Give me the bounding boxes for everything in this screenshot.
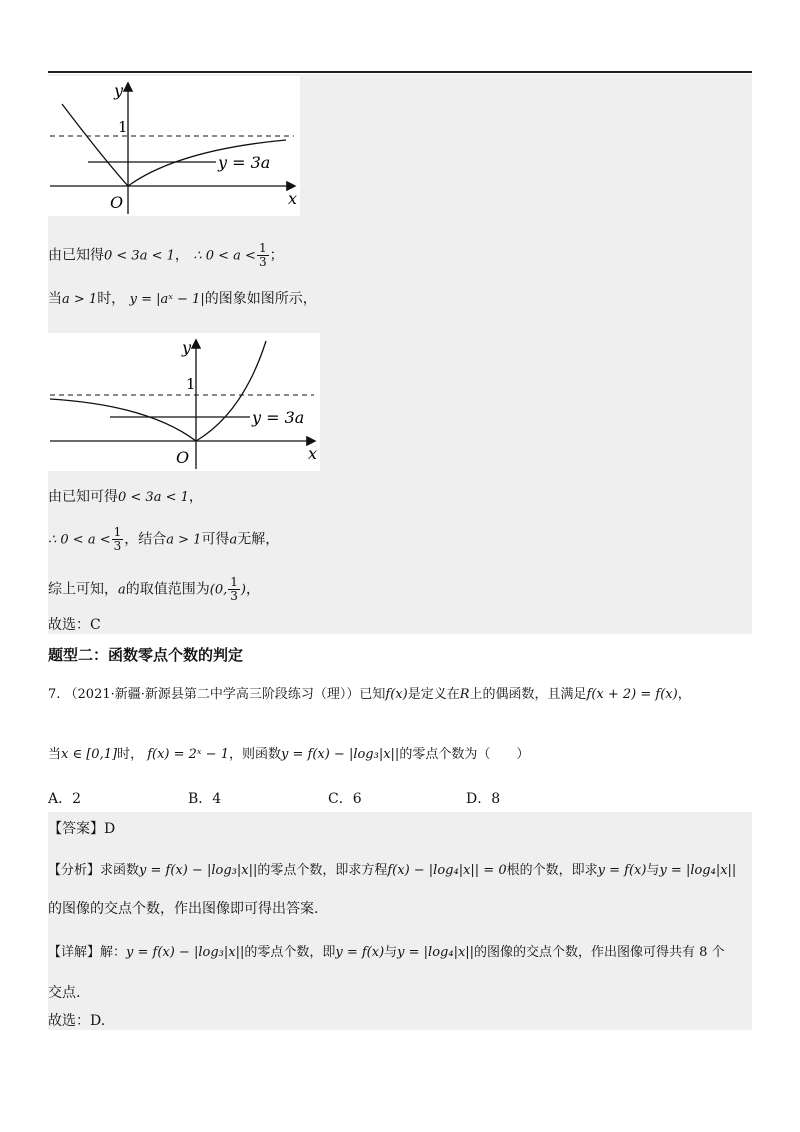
sol-line-3 bbox=[48, 488, 203, 507]
sol-line-1 bbox=[48, 242, 284, 269]
denominator: 3 bbox=[258, 255, 267, 269]
math-function: y = f(x) − |log₃|x|| bbox=[126, 945, 245, 960]
text: 由已知可得 bbox=[48, 489, 118, 505]
q7-line-2 bbox=[48, 746, 529, 764]
line-label: y = 3a bbox=[252, 408, 305, 427]
math-condition: a > 1 bbox=[62, 292, 98, 307]
origin-label: O bbox=[176, 448, 190, 467]
sol-line-2 bbox=[48, 290, 317, 309]
q7-option-b: B．4 bbox=[188, 791, 222, 807]
graph-2-svg bbox=[48, 333, 320, 471]
text: 与 bbox=[646, 863, 660, 878]
x-label: x bbox=[288, 189, 298, 208]
section-title: 题型二：函数零点个数的判定 bbox=[48, 646, 244, 664]
math-equation: f(x) = 2ˣ − 1 bbox=[147, 747, 229, 762]
q7-option-c: C．6 bbox=[328, 791, 362, 807]
curve bbox=[50, 341, 266, 441]
math-function: y = f(x) bbox=[335, 945, 385, 960]
one-label: 1 bbox=[186, 375, 196, 393]
numerator: 1 bbox=[258, 241, 267, 255]
math-set: R bbox=[459, 687, 470, 702]
denominator: 3 bbox=[113, 539, 122, 553]
text: 上的偶函数，且满足 bbox=[469, 687, 587, 702]
text: 时， bbox=[117, 747, 144, 762]
q7-line-1 bbox=[48, 686, 691, 704]
text: 综上可知， bbox=[48, 581, 118, 598]
text: ， bbox=[174, 247, 189, 264]
math-condition: a > 1 bbox=[166, 532, 202, 548]
analysis-line-1 bbox=[48, 862, 736, 880]
analysis-label: 【分析】求函数 bbox=[48, 863, 140, 878]
math-function: y = f(x) − |log₃|x|| bbox=[139, 863, 258, 878]
fraction bbox=[228, 576, 240, 603]
text: 与 bbox=[384, 945, 398, 960]
detail-line-3: 故选：D. bbox=[48, 1013, 106, 1029]
math-inequality: ∴ 0 < a < bbox=[193, 248, 256, 264]
curve bbox=[62, 104, 286, 186]
top-rule bbox=[48, 71, 752, 73]
text: ，结合 bbox=[124, 531, 167, 548]
q7-option-a: A．2 bbox=[48, 791, 82, 807]
y-label: y bbox=[114, 81, 124, 100]
text: 的零点个数为（ ） bbox=[399, 747, 530, 762]
analysis-line-2: 的图像的交点个数，作出图像即可得出答案. bbox=[48, 901, 319, 917]
text: 由已知得 bbox=[48, 247, 104, 264]
math-variable: a bbox=[229, 532, 238, 548]
text: ； bbox=[269, 247, 284, 264]
x-label: x bbox=[308, 444, 318, 463]
detail-label: 【详解】解： bbox=[48, 945, 127, 960]
math-interval: ) bbox=[240, 582, 246, 598]
math-inequality: 0 < 3a < 1 bbox=[118, 490, 189, 505]
sol-line-4 bbox=[48, 526, 279, 553]
q7-option-d: D．8 bbox=[466, 791, 501, 807]
text: 无解， bbox=[237, 531, 280, 548]
text: 当 bbox=[48, 291, 62, 307]
graph-1-svg bbox=[48, 76, 300, 216]
text: ， bbox=[245, 581, 260, 598]
text: 当 bbox=[48, 747, 62, 762]
graph-figure-2 bbox=[48, 333, 320, 471]
sol-line-5 bbox=[48, 576, 260, 603]
text: 是定义在 bbox=[407, 687, 460, 702]
text: 的取值范围为 bbox=[125, 581, 210, 598]
text: 的零点个数，即求方程 bbox=[257, 863, 388, 878]
text: ，则函数 bbox=[228, 747, 281, 762]
text: 的零点个数，即 bbox=[244, 945, 336, 960]
line-label: y = 3a bbox=[218, 153, 271, 172]
answer: 【答案】D bbox=[48, 821, 116, 837]
text: 的图象如图所示， bbox=[204, 291, 317, 307]
question-source: 7. （2021·新疆·新源县第二中学高三阶段练习（理））已知 bbox=[48, 687, 386, 702]
fraction bbox=[112, 526, 124, 553]
detail-line-2: 交点. bbox=[48, 985, 81, 1001]
denominator: 3 bbox=[230, 589, 238, 603]
math-function: f(x) bbox=[385, 687, 408, 702]
text: 时， bbox=[97, 291, 126, 307]
math-inequality: 0 < 3a < 1 bbox=[104, 248, 175, 264]
numerator: 1 bbox=[113, 525, 122, 539]
math-function: y = f(x) − |log₃|x|| bbox=[281, 747, 400, 762]
math-inequality: ∴ 0 < a < bbox=[48, 532, 111, 548]
y-label: y bbox=[182, 338, 192, 357]
detail-line-1 bbox=[48, 944, 725, 962]
math-domain: x ∈ [0,1] bbox=[61, 747, 118, 762]
math-interval: (0, bbox=[209, 582, 228, 598]
graph-figure-1 bbox=[48, 76, 300, 216]
solution-block-2 bbox=[48, 812, 752, 1030]
sol-line-6: 故选：C bbox=[48, 617, 101, 633]
text: ， bbox=[677, 687, 691, 702]
origin-label: O bbox=[110, 193, 124, 212]
text: 的图像的交点个数，作出图像可得共有 8 个 bbox=[474, 945, 725, 960]
fraction bbox=[257, 242, 269, 269]
text: ， bbox=[188, 489, 203, 505]
math-equation: f(x) − |log₄|x|| = 0 bbox=[387, 863, 507, 878]
math-function: y = |log₄|x|| bbox=[397, 945, 475, 960]
one-label: 1 bbox=[118, 118, 128, 136]
numerator: 1 bbox=[230, 575, 238, 589]
math-function: y = f(x) bbox=[597, 863, 647, 878]
math-variable: a bbox=[118, 582, 126, 598]
text: 根的个数，即求 bbox=[506, 863, 598, 878]
math-function: y = |log₄|x|| bbox=[659, 863, 737, 878]
math-function: y = |aˣ − 1| bbox=[129, 292, 205, 307]
text: 可得 bbox=[201, 531, 230, 548]
math-equation: f(x + 2) = f(x) bbox=[586, 687, 678, 702]
